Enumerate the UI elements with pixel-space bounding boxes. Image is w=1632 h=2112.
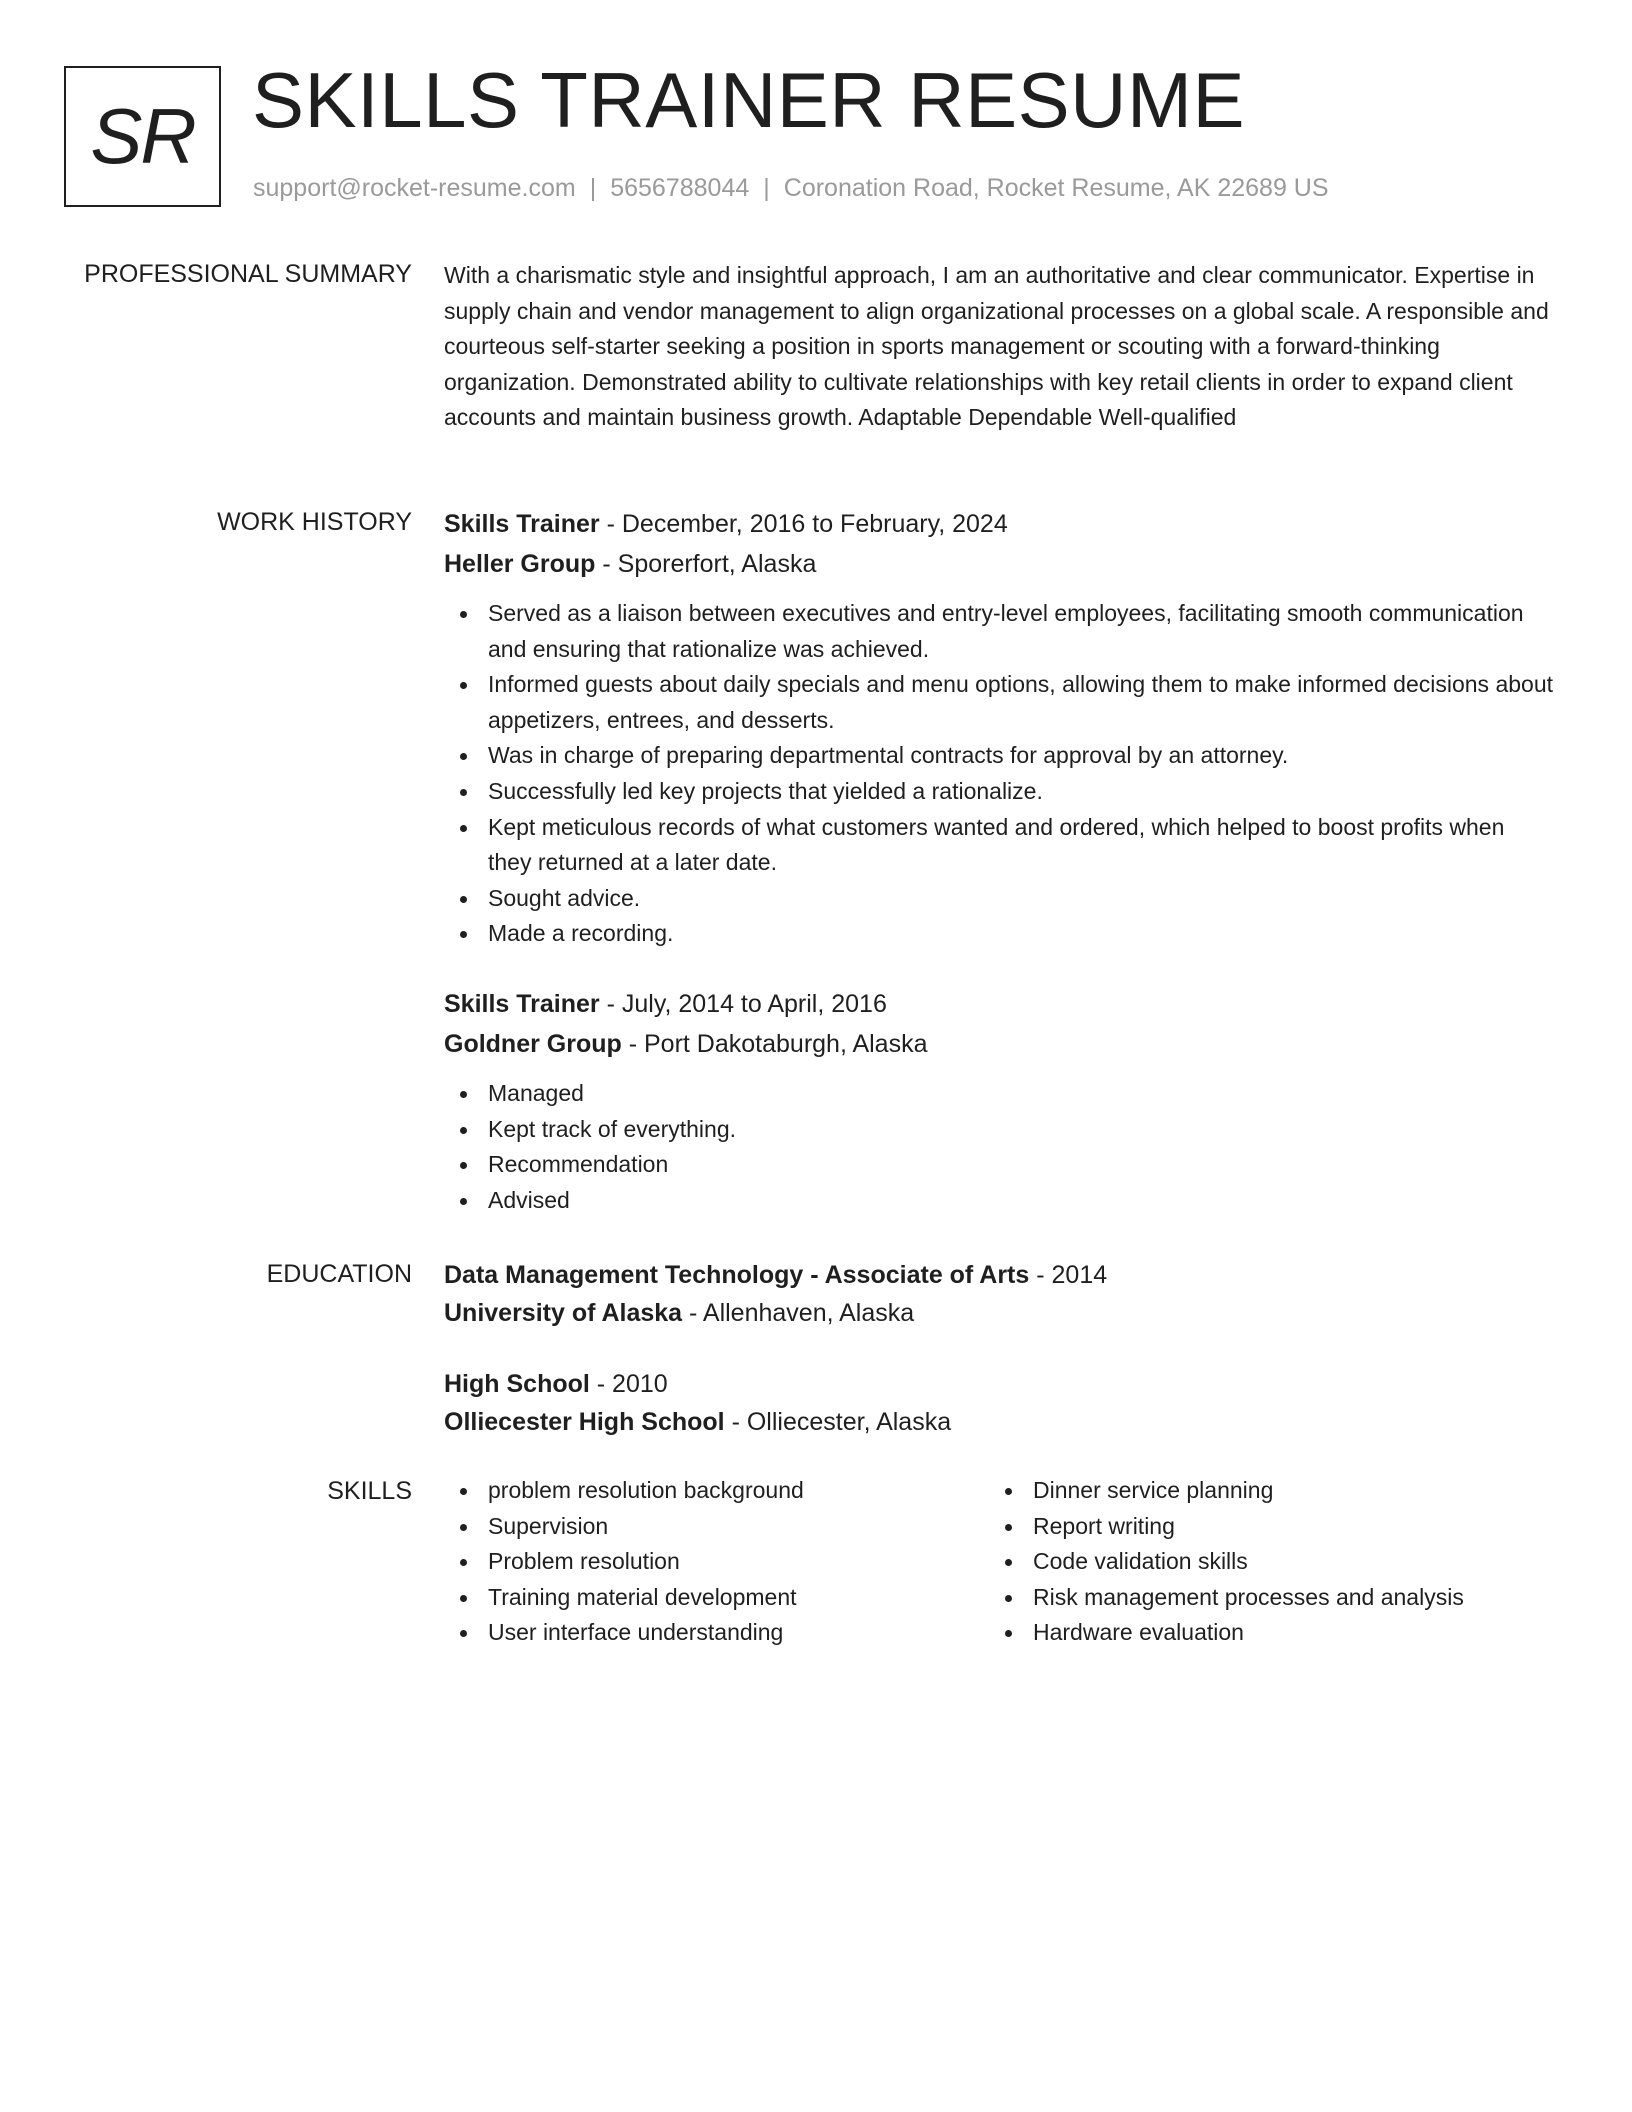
- education-school: University of Alaska: [444, 1299, 683, 1327]
- job-entry: [444, 984, 1554, 1218]
- skill-item: User interface understanding: [444, 1615, 989, 1651]
- job-title-line: [444, 504, 1554, 544]
- education-degree: High School: [444, 1370, 590, 1398]
- job-company: Goldner Group: [444, 1029, 622, 1058]
- education-entry: [444, 1256, 1554, 1332]
- job-bullet: Informed guests about daily specials and menu options, allowing them to make informed decisions about appetizers, entrees, and desserts.: [444, 667, 1554, 738]
- job-bullets: [444, 1076, 1554, 1218]
- skill-item: Supervision: [444, 1509, 989, 1545]
- job-bullet: Successfully led key projects that yielded a rationalize.: [444, 774, 1554, 810]
- work-history-body: [444, 504, 1554, 1218]
- monogram-box: [64, 66, 221, 207]
- resume-title: SKILLS TRAINER RESUME: [252, 56, 1246, 144]
- job-bullet: Made a recording.: [444, 916, 1554, 952]
- contact-email: support@rocket-resume.com: [253, 174, 576, 202]
- contact-phone: 5656788044: [610, 174, 750, 202]
- skills-list-right: [989, 1473, 1534, 1651]
- education-year: - 2014: [1029, 1261, 1108, 1289]
- job-bullet: Managed: [444, 1076, 1554, 1112]
- summary-heading: PROFESSIONAL SUMMARY: [84, 260, 412, 288]
- job-company: Heller Group: [444, 550, 596, 578]
- job-title: Skills Trainer: [444, 989, 600, 1018]
- job-bullet: Was in charge of preparing departmental contracts for approval by an attorney.: [444, 738, 1554, 774]
- skills-columns: [444, 1473, 1554, 1651]
- skill-item: Dinner service planning: [989, 1473, 1534, 1509]
- job-bullet: Kept track of everything.: [444, 1112, 1554, 1148]
- job-title-line: [444, 984, 1554, 1024]
- contact-address: Coronation Road, Rocket Resume, AK 22689 US: [783, 174, 1329, 202]
- education-body: [444, 1256, 1554, 1441]
- job-company-line: [444, 544, 1554, 584]
- job-bullet: Kept meticulous records of what customers wanted and ordered, which helped to boost profits when they returned at a later date.: [444, 810, 1554, 881]
- skills-heading: SKILLS: [327, 1477, 412, 1505]
- education-entry: [444, 1365, 1554, 1441]
- education-degree-line: [444, 1256, 1554, 1294]
- summary-text: With a charismatic style and insightful approach, I am an authoritative and clear communicator. Expertise in supply chain and vendor management to align organizational processes on a global scale. A responsible and courteous self-starter seeking a position in sports management or scouting with a forward-thinking organization. Demonstrated ability to cultivate relationships with key retail clients in order to expand client accounts and maintain business growth. Adaptable Dependable Well-qualified: [444, 262, 1549, 431]
- education-school-line: [444, 1403, 1554, 1441]
- education-year: - 2010: [589, 1370, 668, 1398]
- job-bullet: Recommendation: [444, 1147, 1554, 1183]
- skill-item: Hardware evaluation: [989, 1615, 1534, 1651]
- skill-item: Problem resolution: [444, 1544, 989, 1580]
- education-location: - Allenhaven, Alaska: [682, 1299, 915, 1327]
- skill-item: problem resolution background: [444, 1473, 989, 1509]
- monogram-text: SR: [90, 92, 195, 180]
- contact-line: [253, 174, 1329, 203]
- skill-item: Training material development: [444, 1580, 989, 1616]
- job-bullets: [444, 596, 1554, 952]
- job-dates: - December, 2016 to February, 2024: [599, 510, 1008, 538]
- job-bullet: Sought advice.: [444, 881, 1554, 917]
- skill-item: Code validation skills: [989, 1544, 1534, 1580]
- education-school-line: [444, 1294, 1554, 1332]
- work-history-heading: WORK HISTORY: [217, 508, 412, 536]
- education-heading: EDUCATION: [266, 1260, 412, 1288]
- summary-body: [444, 258, 1554, 436]
- skill-item: Report writing: [989, 1509, 1534, 1545]
- job-location: - Port Dakotaburgh, Alaska: [621, 1029, 928, 1058]
- education-degree-line: [444, 1365, 1554, 1403]
- job-title: Skills Trainer: [444, 510, 600, 538]
- job-dates: - July, 2014 to April, 2016: [599, 989, 887, 1018]
- skill-item: Risk management processes and analysis: [989, 1580, 1534, 1616]
- job-entry: [444, 504, 1554, 952]
- job-bullet: Served as a liaison between executives and entry-level employees, facilitating smooth communication and ensuring that rationalize was achieved.: [444, 596, 1554, 667]
- job-company-line: [444, 1024, 1554, 1064]
- education-school: Olliecester High School: [444, 1408, 725, 1436]
- skills-list-left: [444, 1473, 989, 1651]
- education-degree: Data Management Technology - Associate of Arts: [444, 1261, 1030, 1289]
- education-location: - Olliecester, Alaska: [724, 1408, 952, 1436]
- contact-separator: |: [763, 174, 770, 202]
- skills-body: [444, 1473, 1554, 1651]
- job-location: - Sporerfort, Alaska: [595, 550, 817, 578]
- contact-separator: |: [589, 174, 597, 202]
- job-bullet: Advised: [444, 1183, 1554, 1219]
